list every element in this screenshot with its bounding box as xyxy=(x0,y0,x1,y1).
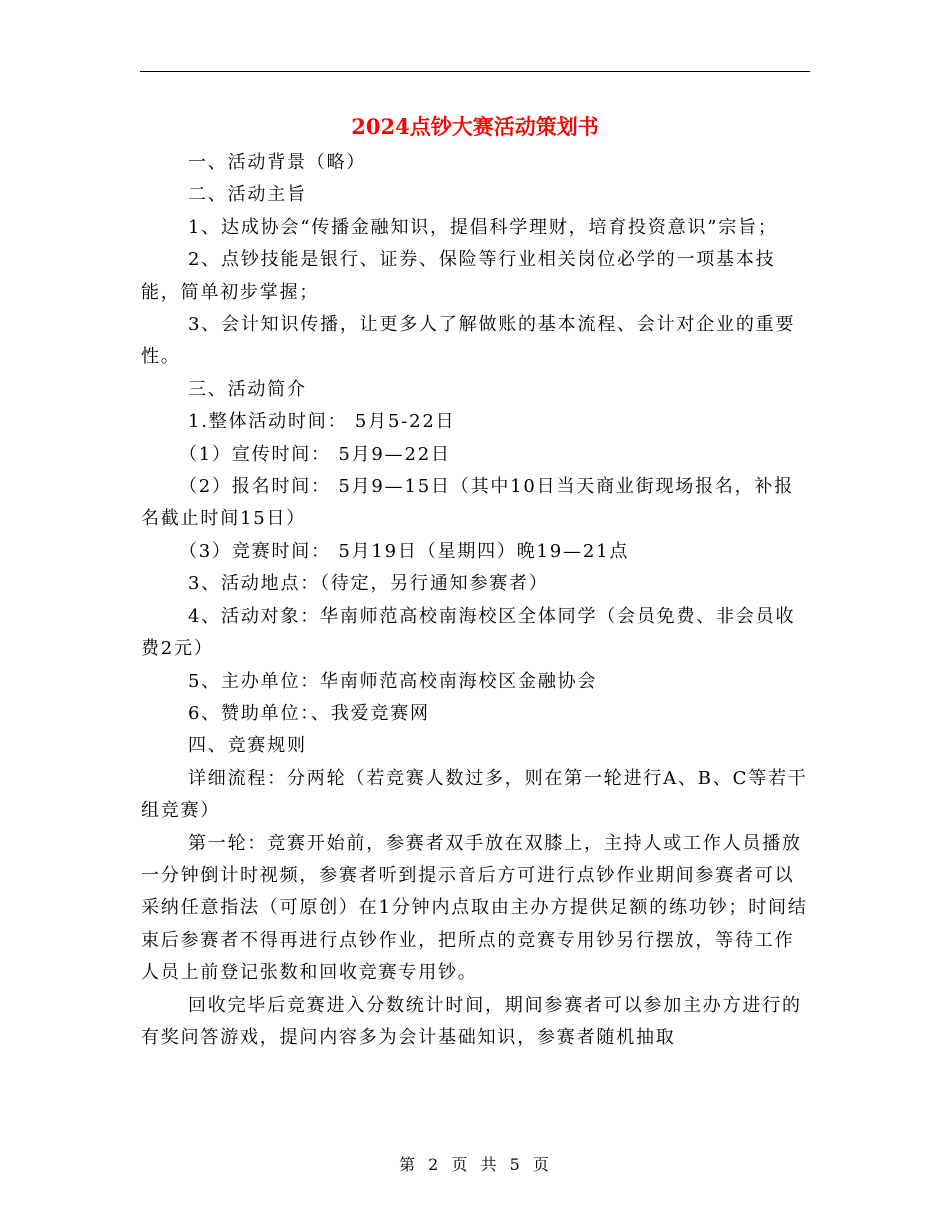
document-title: 2024点钞大赛活动策划书 xyxy=(351,114,599,139)
document-body xyxy=(141,147,811,1054)
purpose-item-3: 3、会计知识传播，让更多人了解做账的基本流程、会计对企业的重要性。 xyxy=(141,314,796,368)
section-heading-purpose: 二、活动主旨 xyxy=(188,184,307,206)
overview-location: 3、活动地点：（待定，另行通知参赛者） xyxy=(188,573,549,595)
overview-overall-time: 1.整体活动时间： 5月5-22日 xyxy=(188,411,456,433)
rules-scoring: 回收完毕后竞赛进入分数统计时间，期间参赛者可以参加主办方进行的有奖问答游戏，提问内容多为会计基础知识，参赛者随机抽取 xyxy=(141,994,802,1048)
header-rule xyxy=(140,71,810,72)
overview-competition-time: （3）竞赛时间： 5月19日（星期四）晚19—21点 xyxy=(179,540,630,562)
rules-process: 详细流程：分两轮（若竞赛人数过多，则在第一轮进行A、B、C等若干组竞赛） xyxy=(141,767,808,822)
section-heading-rules: 四、竞赛规则 xyxy=(188,735,307,757)
overview-organizer: 5、主办单位：华南师范高校南海校区金融协会 xyxy=(188,670,598,692)
page-number-footer: 第 2 页 共 5 页 xyxy=(399,1155,551,1174)
rules-round-one: 第一轮：竞赛开始前，参赛者双手放在双膝上，主持人或工作人员播放一分钟倒计时视频，参赛者听到提示音后方可进行点钞作业期间参赛者可以采纳任意指法（可原创）在1分钟内点取由主办方提供足额的练功钞；时间结束后参赛者不得再进行点钞作业，把所点的竞赛专用钞另行摆放，等待工作人员上前登记张数和回收竞赛专用钞。 xyxy=(141,832,808,984)
overview-publicity-time: （1）宣传时间： 5月9—22日 xyxy=(179,443,451,465)
section-heading-background: 一、活动背景（略） xyxy=(188,152,367,173)
overview-sponsor: 6、赞助单位：、我爱竞赛网 xyxy=(188,702,430,724)
overview-participants: 4、活动对象：华南师范高校南海校区全体同学（会员免费、非会员收费2元） xyxy=(141,605,796,660)
purpose-item-1: 1、达成协会“传播金融知识，提倡科学理财，培育投资意识”宗旨； xyxy=(188,216,778,238)
purpose-item-2: 2、点钞技能是银行、证券、保险等行业相关岗位必学的一项基本技能，简单初步掌握； xyxy=(141,249,776,303)
overview-registration-time: （2）报名时间： 5月9—15日（其中10日当天商业街现场报名，补报名截止时间15日） xyxy=(141,476,795,530)
section-heading-overview: 三、活动简介 xyxy=(188,378,307,400)
